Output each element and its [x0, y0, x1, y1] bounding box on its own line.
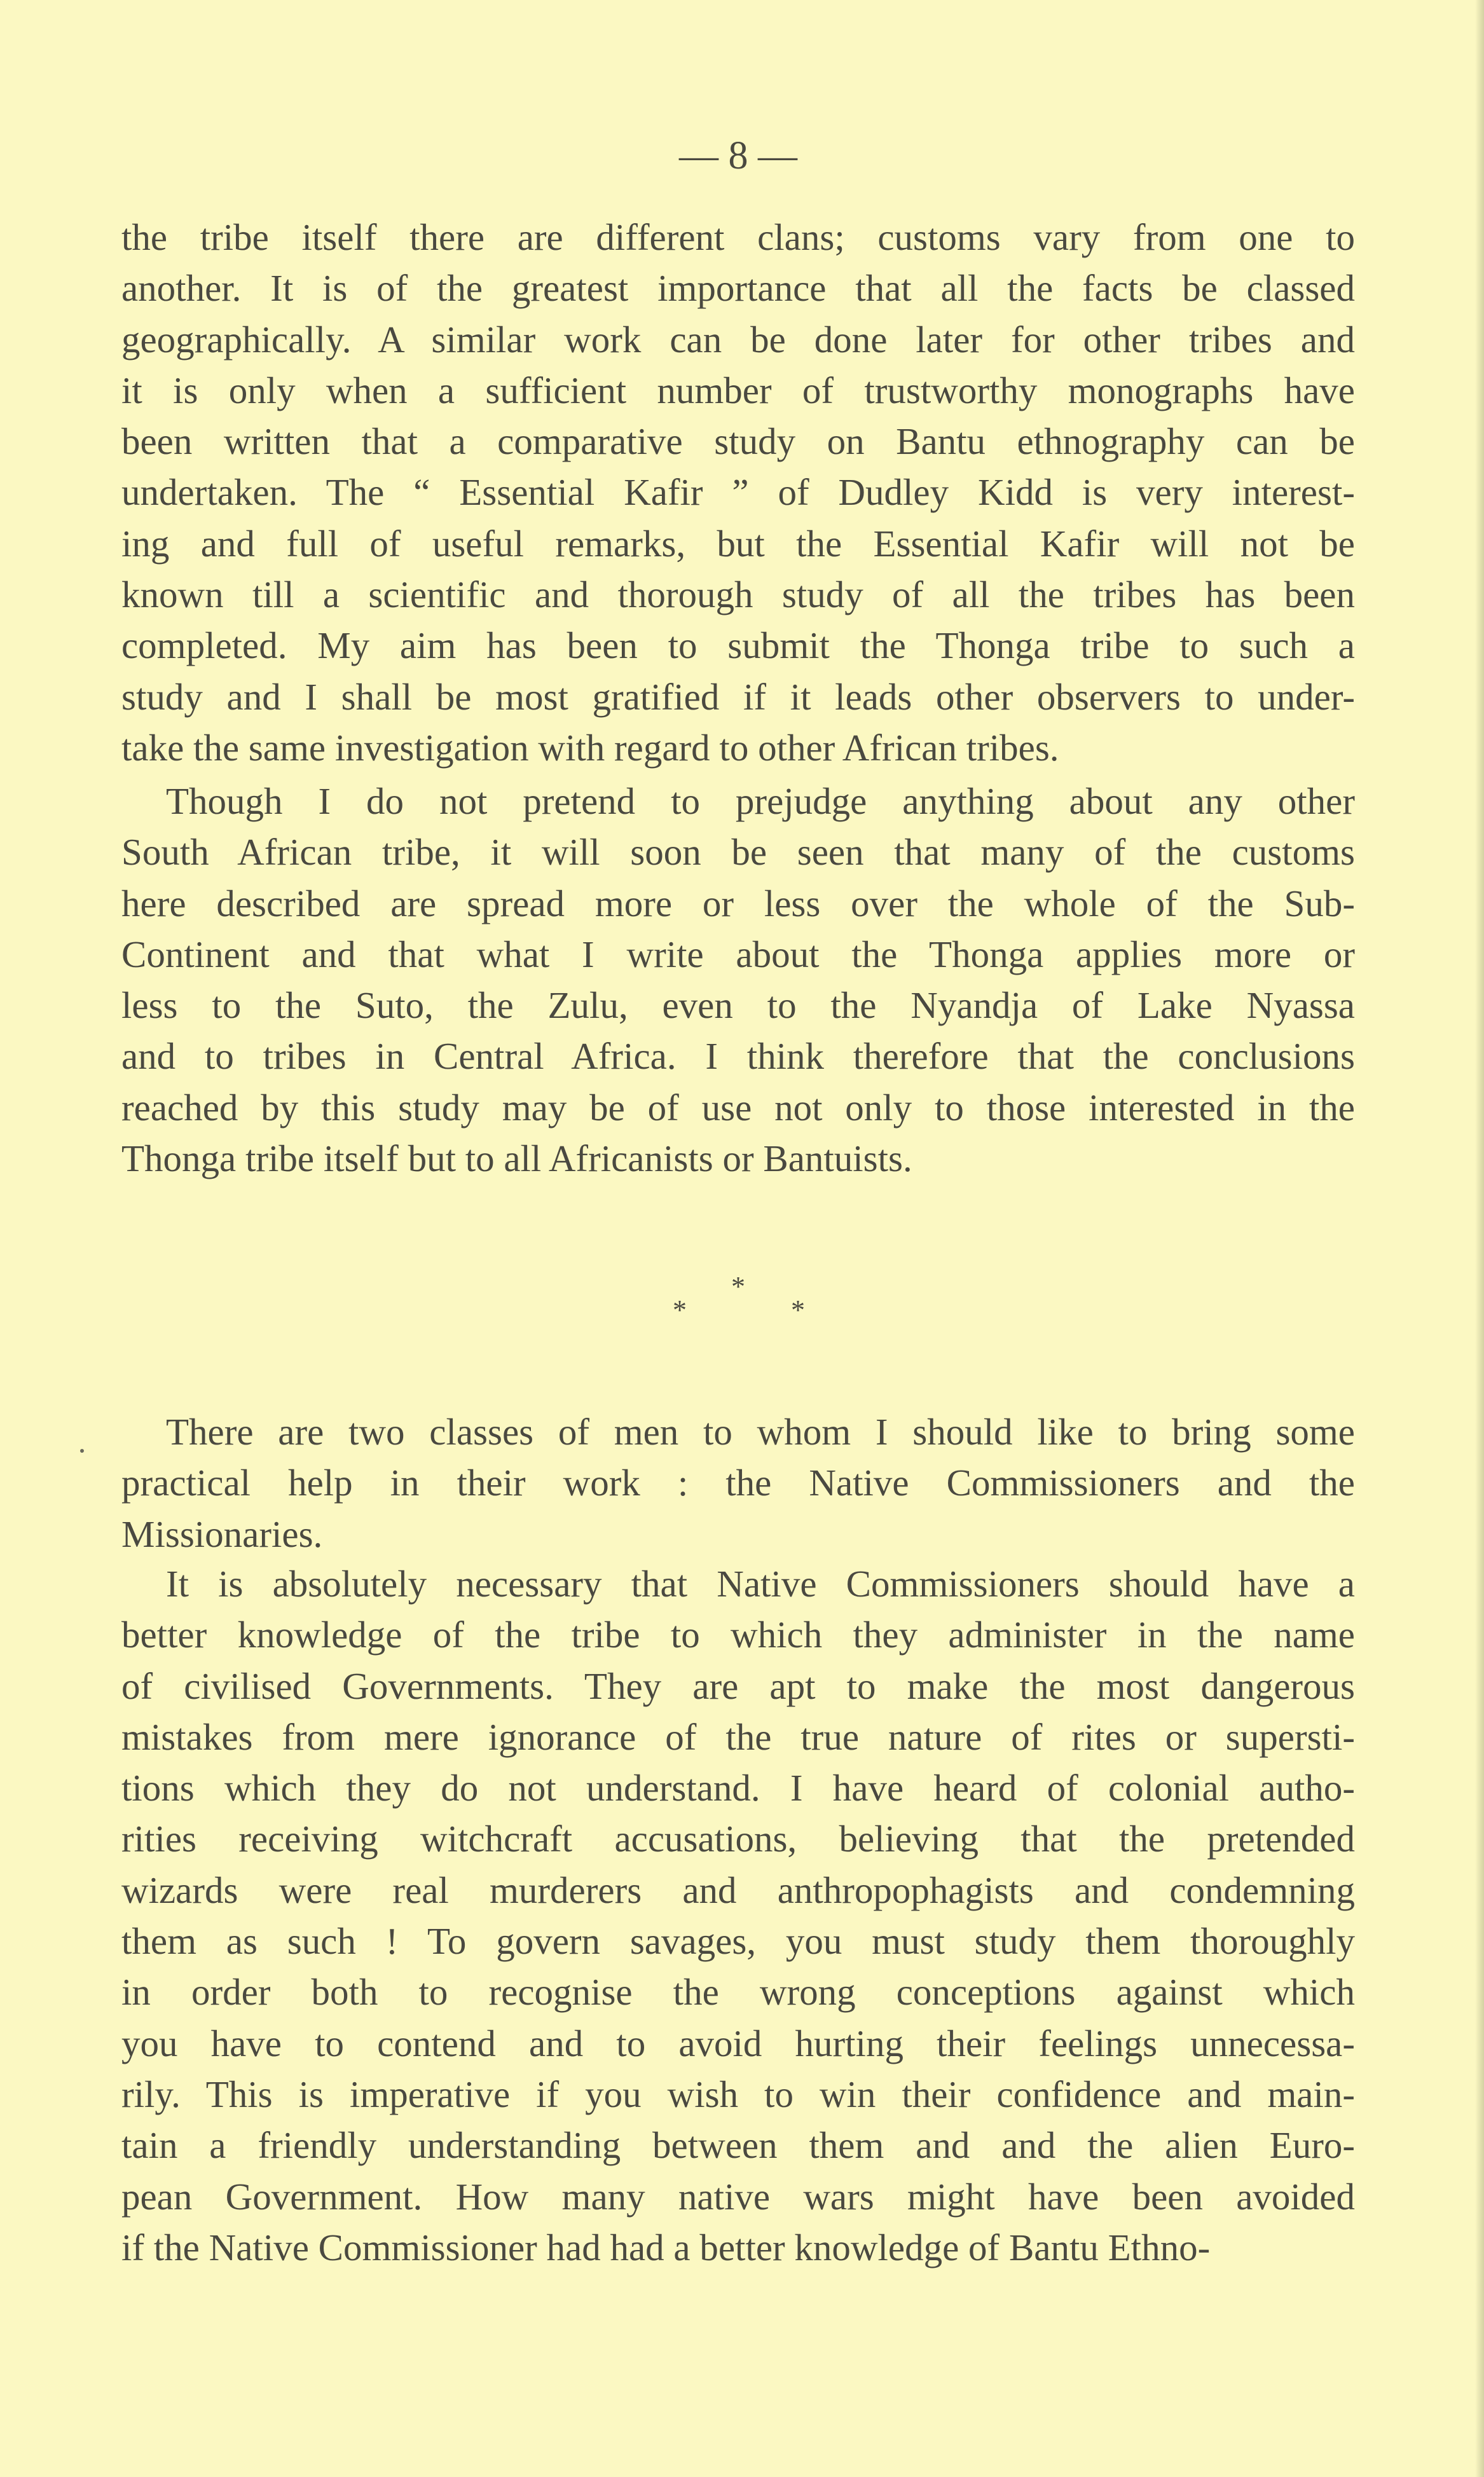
text-line: better knowledge of the tribe to which they administer in the name [121, 1614, 1355, 1656]
text-line: pean Government. How many native wars might have been avoided [121, 2175, 1355, 2218]
text-line: rily. This is imperative if you wish to win their confidence and main- [121, 2073, 1355, 2115]
text-line: completed. My aim has been to submit the Thonga tribe to such a [121, 624, 1355, 667]
text-line: Continent and that what I write about the Thonga applies more or [121, 933, 1355, 975]
text-line: Thonga tribe itself but to all Africanists or Bantuists. [121, 1137, 912, 1180]
separator-asterisk-top: * [731, 1271, 745, 1302]
text-line: geographically. A similar work can be done later for other tribes and [121, 318, 1355, 360]
text-line: study and I shall be most gratified if it leads other observers to under- [121, 675, 1355, 718]
text-line: rities receiving witchcraft accusations, believing that the pretended [121, 1818, 1355, 1860]
paragraph-2 [121, 776, 1355, 1184]
text-line: practical help in their work : the Native Commissioners and the [121, 1462, 1355, 1504]
text-line: mistakes from mere ignorance of the true nature of rites or supersti- [121, 1715, 1355, 1758]
text-line: another. It is of the greatest importance that all the facts be classed [121, 267, 1355, 310]
paragraph-4 [121, 1558, 1355, 2273]
text-line: tions which they do not understand. I have heard of colonial autho- [121, 1767, 1355, 1809]
paragraph-1 [121, 212, 1355, 773]
text-line: There are two classes of men to whom I should like to bring some [166, 1411, 1355, 1453]
text-line: Missionaries. [121, 1513, 323, 1555]
text-line: of civilised Governments. They are apt to make the most dangerous [121, 1664, 1355, 1707]
text-line: the tribe itself there are different clans; customs vary from one to [121, 216, 1355, 258]
separator-asterisk-left: * [673, 1294, 687, 1326]
page-edge-shadow [1475, 0, 1484, 2477]
text-line: South African tribe, it will soon be seen that many of the customs [121, 831, 1355, 874]
text-line: tain a friendly understanding between them and and the alien Euro- [121, 2124, 1355, 2167]
text-line: it is only when a sufficient number of trustworthy monographs have [121, 369, 1355, 411]
text-line: in order both to recognise the wrong conceptions against which [121, 1971, 1355, 2014]
page-number: — 8 — [679, 134, 797, 177]
text-line: take the same investigation with regard to other African tribes. [121, 726, 1059, 769]
text-line: known till a scientific and thorough study of all the tribes has been [121, 573, 1355, 616]
text-line: wizards were real murderers and anthropophagists and condemning [121, 1869, 1355, 1911]
text-line: Though I do not pretend to prejudge anything about any other [166, 780, 1355, 822]
text-line: them as such ! To govern savages, you must study them thoroughly [121, 1920, 1355, 1963]
text-line: undertaken. The “ Essential Kafir ” of Dudley Kidd is very interest- [121, 471, 1355, 514]
text-line: you have to contend and to avoid hurting their feelings unnecessa- [121, 2022, 1355, 2064]
text-line: if the Native Commissioner had had a better knowledge of Bantu Ethno- [121, 2226, 1211, 2268]
text-line: here described are spread more or less over the whole of the Sub- [121, 882, 1355, 924]
text-line: reached by this study may be of use not only to those interested in the [121, 1086, 1355, 1129]
scan-speck [80, 1449, 84, 1453]
text-line: It is absolutely necessary that Native Commissioners should have a [166, 1563, 1355, 1605]
text-line: and to tribes in Central Africa. I think therefore that the conclusions [121, 1035, 1355, 1078]
text-line: ing and full of useful remarks, but the Essential Kafir will not be [121, 522, 1355, 565]
text-line: less to the Suto, the Zulu, even to the Nyandja of Lake Nyassa [121, 984, 1355, 1027]
paragraph-3 [121, 1406, 1355, 1560]
text-line: been written that a comparative study on Bantu ethnography can be [121, 420, 1355, 463]
separator-asterisk-right: * [791, 1294, 805, 1326]
